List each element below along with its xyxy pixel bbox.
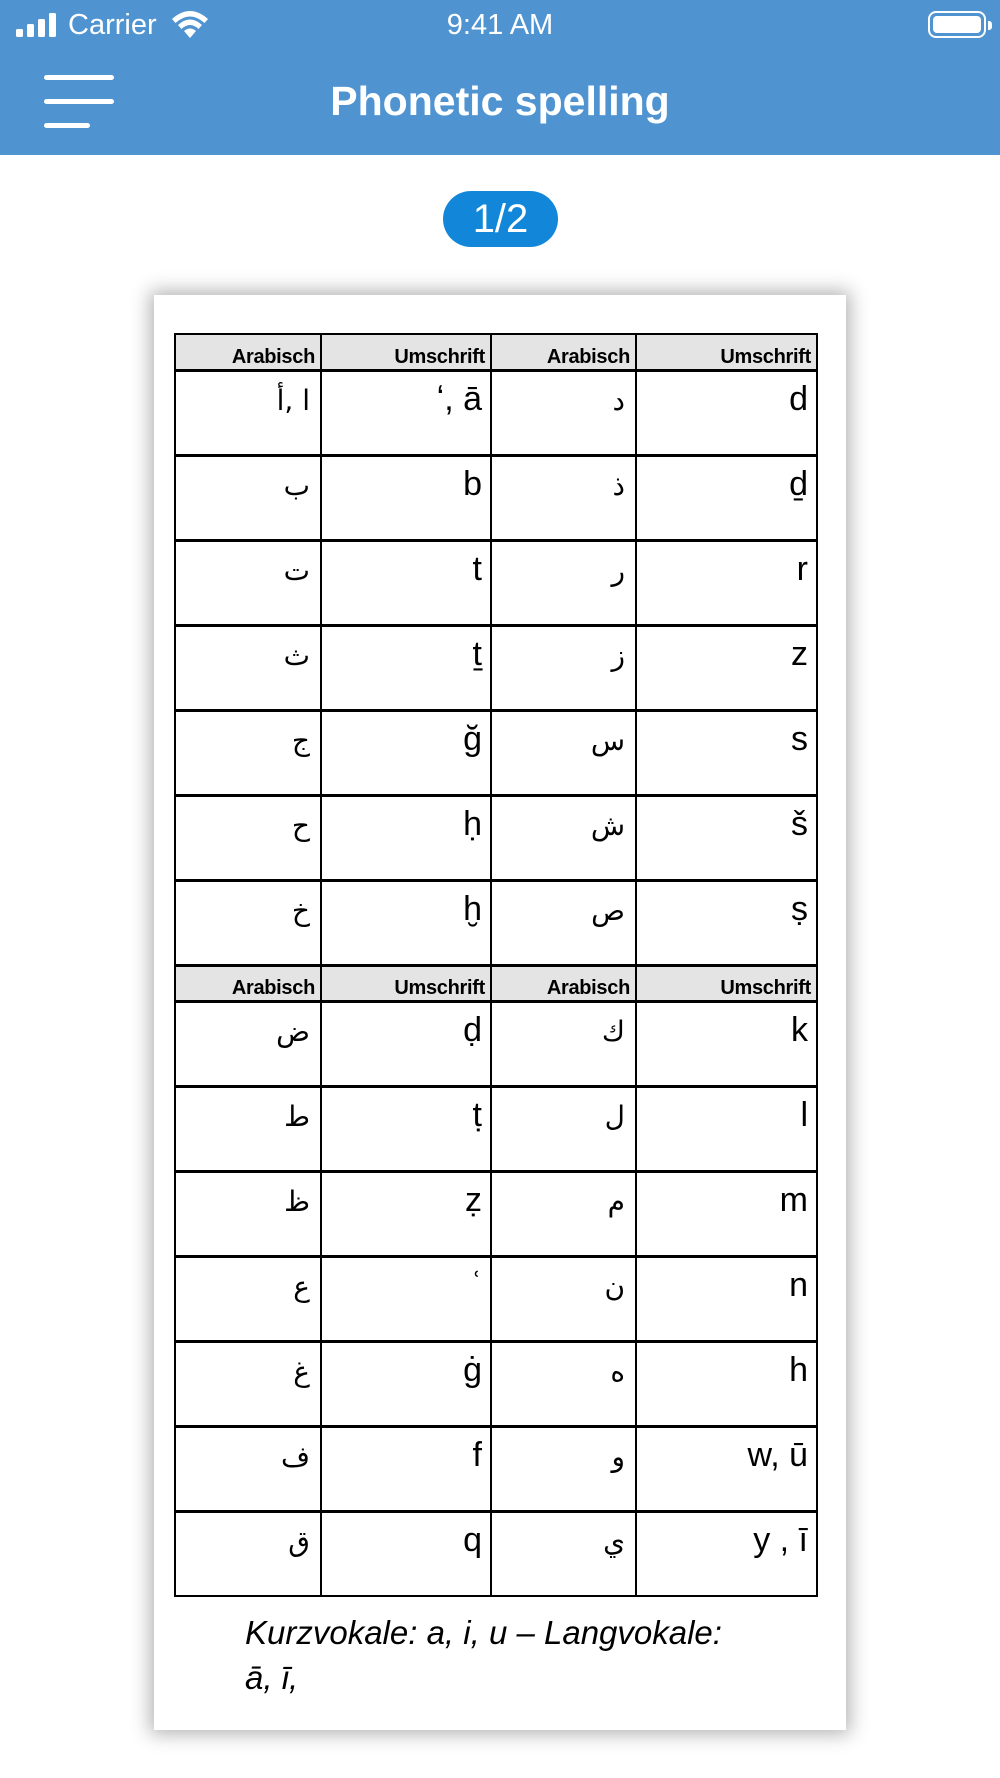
table-row — [175, 795, 817, 880]
arabic-letter-cell: ا ,أ — [175, 370, 321, 455]
table-row — [175, 710, 817, 795]
transcription-cell: ʻ, ā — [321, 370, 491, 455]
arabic-letter-cell: ص — [491, 880, 636, 965]
arabic-letter-cell: ع — [175, 1256, 321, 1341]
transcription-cell: f — [321, 1426, 491, 1511]
transcription-cell: t — [321, 540, 491, 625]
transcription-cell: y , ī — [636, 1511, 817, 1596]
carrier-label: Carrier — [68, 9, 157, 41]
arabic-letter-cell: غ — [175, 1341, 321, 1426]
table-row — [175, 1001, 817, 1086]
transcription-cell: h — [636, 1341, 817, 1426]
column-header: Umschrift — [321, 965, 491, 1001]
arabic-letter-cell: ل — [491, 1086, 636, 1171]
transliteration-table — [174, 333, 818, 1597]
battery-icon — [928, 11, 986, 38]
transcription-cell: ḏ — [636, 455, 817, 540]
arabic-letter-cell: ف — [175, 1426, 321, 1511]
arabic-letter-cell: م — [491, 1171, 636, 1256]
arabic-letter-cell: ز — [491, 625, 636, 710]
status-time: 9:41 AM — [446, 9, 554, 41]
arabic-letter-cell: ج — [175, 710, 321, 795]
arabic-letter-cell: ث — [175, 625, 321, 710]
arabic-letter-cell: ذ — [491, 455, 636, 540]
table-row — [175, 540, 817, 625]
arabic-letter-cell: ر — [491, 540, 636, 625]
transcription-cell: s — [636, 710, 817, 795]
page-title: Phonetic spelling — [330, 78, 670, 124]
arabic-letter-cell: خ — [175, 880, 321, 965]
transcription-cell: b — [321, 455, 491, 540]
arabic-letter-cell: ش — [491, 795, 636, 880]
transcription-cell: n — [636, 1256, 817, 1341]
arabic-letter-cell: ب — [175, 455, 321, 540]
arabic-letter-cell: ت — [175, 540, 321, 625]
column-header: Arabisch — [491, 965, 636, 1001]
arabic-letter-cell: ح — [175, 795, 321, 880]
status-bar — [0, 0, 1000, 50]
arabic-letter-cell: ط — [175, 1086, 321, 1171]
table-row — [175, 1086, 817, 1171]
table-header-row — [175, 965, 817, 1001]
table-row — [175, 1256, 817, 1341]
transcription-cell: q — [321, 1511, 491, 1596]
transcription-cell: ġ — [321, 1341, 491, 1426]
arabic-letter-cell: د — [491, 370, 636, 455]
transcription-cell: š — [636, 795, 817, 880]
transcription-cell: ẓ — [321, 1171, 491, 1256]
arabic-letter-cell: ي — [491, 1511, 636, 1596]
column-header: Umschrift — [636, 334, 817, 370]
table-row — [175, 455, 817, 540]
transcription-cell: d — [636, 370, 817, 455]
column-header: Arabisch — [491, 334, 636, 370]
transcription-cell: ğ — [321, 710, 491, 795]
transcription-cell: l — [636, 1086, 817, 1171]
table-header-row — [175, 334, 817, 370]
arabic-letter-cell: ه — [491, 1341, 636, 1426]
vowels-note-line-2: ā, ī, — [245, 1659, 299, 1696]
transcription-cell: w, ū — [636, 1426, 817, 1511]
transcription-cell: ṭ — [321, 1086, 491, 1171]
transcription-cell: ḥ — [321, 795, 491, 880]
arabic-letter-cell: ق — [175, 1511, 321, 1596]
arabic-letter-cell: ك — [491, 1001, 636, 1086]
transcription-cell: r — [636, 540, 817, 625]
table-row — [175, 1511, 817, 1596]
transcription-cell: ṯ — [321, 625, 491, 710]
transcription-cell: ḍ — [321, 1001, 491, 1086]
arabic-letter-cell: ن — [491, 1256, 636, 1341]
table-row — [175, 370, 817, 455]
column-header: Arabisch — [175, 334, 321, 370]
transcription-cell: k — [636, 1001, 817, 1086]
transcription-cell: m — [636, 1171, 817, 1256]
transcription-cell: ʿ — [321, 1256, 491, 1341]
document-page — [154, 295, 846, 1730]
arabic-letter-cell: س — [491, 710, 636, 795]
transcription-cell: ḫ — [321, 880, 491, 965]
table-row — [175, 625, 817, 710]
transcription-cell: z — [636, 625, 817, 710]
column-header: Umschrift — [321, 334, 491, 370]
table-row — [175, 1171, 817, 1256]
table-row — [175, 880, 817, 965]
table-row — [175, 1426, 817, 1511]
page-indicator-badge: 1/2 — [443, 191, 558, 247]
vowels-note-line-1: Kurzvokale: a, i, u – Langvokale: — [245, 1614, 722, 1651]
column-header: Umschrift — [636, 965, 817, 1001]
app-header — [0, 0, 1000, 155]
transcription-cell: ṣ — [636, 880, 817, 965]
vowels-note — [245, 1610, 805, 1700]
table-row — [175, 1341, 817, 1426]
arabic-letter-cell: و — [491, 1426, 636, 1511]
column-header: Arabisch — [175, 965, 321, 1001]
arabic-letter-cell: ظ — [175, 1171, 321, 1256]
arabic-letter-cell: ض — [175, 1001, 321, 1086]
